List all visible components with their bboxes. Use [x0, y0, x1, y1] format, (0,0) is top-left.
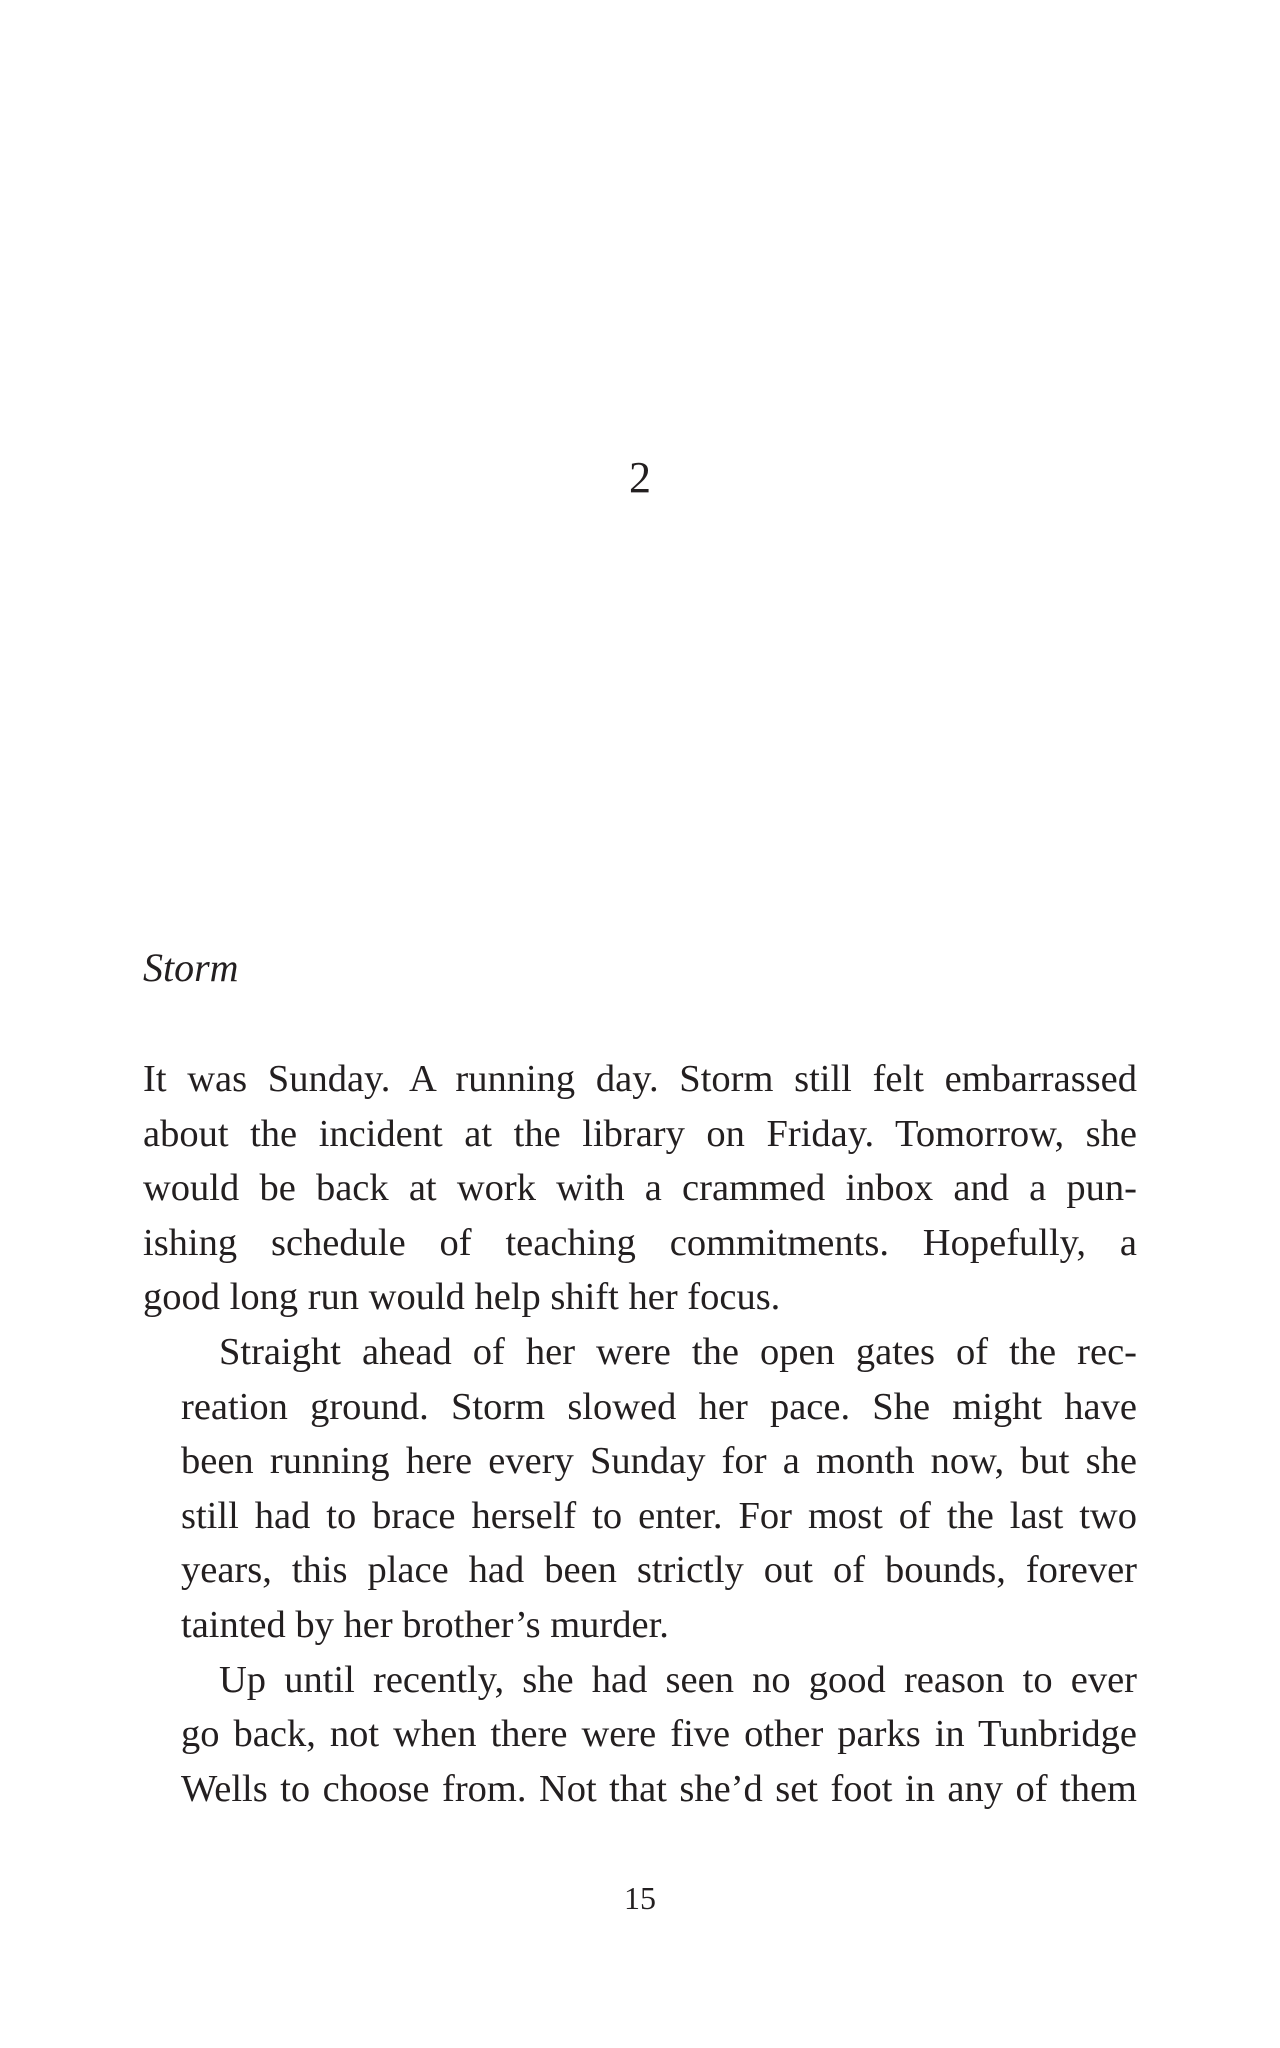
- text-line: years, this place had been strictly out of bounds, forever: [181, 1549, 1137, 1592]
- text-line: Wells to choose from. Not that she’d set foot in any of them: [181, 1767, 1137, 1810]
- chapter-number: 2: [629, 453, 651, 502]
- text-line: about the incident at the library on Friday. Tomorrow, she: [143, 1112, 1137, 1155]
- text-line: tainted by her brother’s murder.: [181, 1603, 669, 1646]
- page-number: 15: [624, 1880, 656, 1916]
- paragraph: [143, 1653, 1137, 1817]
- text-line: would be back at work with a crammed inbox and a pun-: [143, 1167, 1137, 1210]
- text-line: Straight ahead of her were the open gates of the rec-: [219, 1330, 1137, 1373]
- pov-heading: Storm: [143, 945, 239, 990]
- text-line: go back, not when there were five other parks in Tunbridge: [181, 1713, 1137, 1756]
- text-line: been running here every Sunday for a month now, but she: [181, 1440, 1137, 1483]
- text-line: still had to brace herself to enter. For most of the last two: [181, 1494, 1137, 1537]
- text-line: good long run would help shift her focus.: [143, 1276, 781, 1319]
- body-text: [143, 1052, 1137, 1816]
- text-line: It was Sunday. A running day. Storm still felt embarrassed: [143, 1058, 1137, 1100]
- text-line: Up until recently, she had seen no good reason to ever: [219, 1658, 1137, 1701]
- text-line: ishing schedule of teaching commitments. Hopefully, a: [143, 1221, 1137, 1264]
- paragraph: [143, 1052, 1137, 1325]
- text-line: reation ground. Storm slowed her pace. She might have: [181, 1385, 1137, 1428]
- paragraph: [143, 1325, 1137, 1653]
